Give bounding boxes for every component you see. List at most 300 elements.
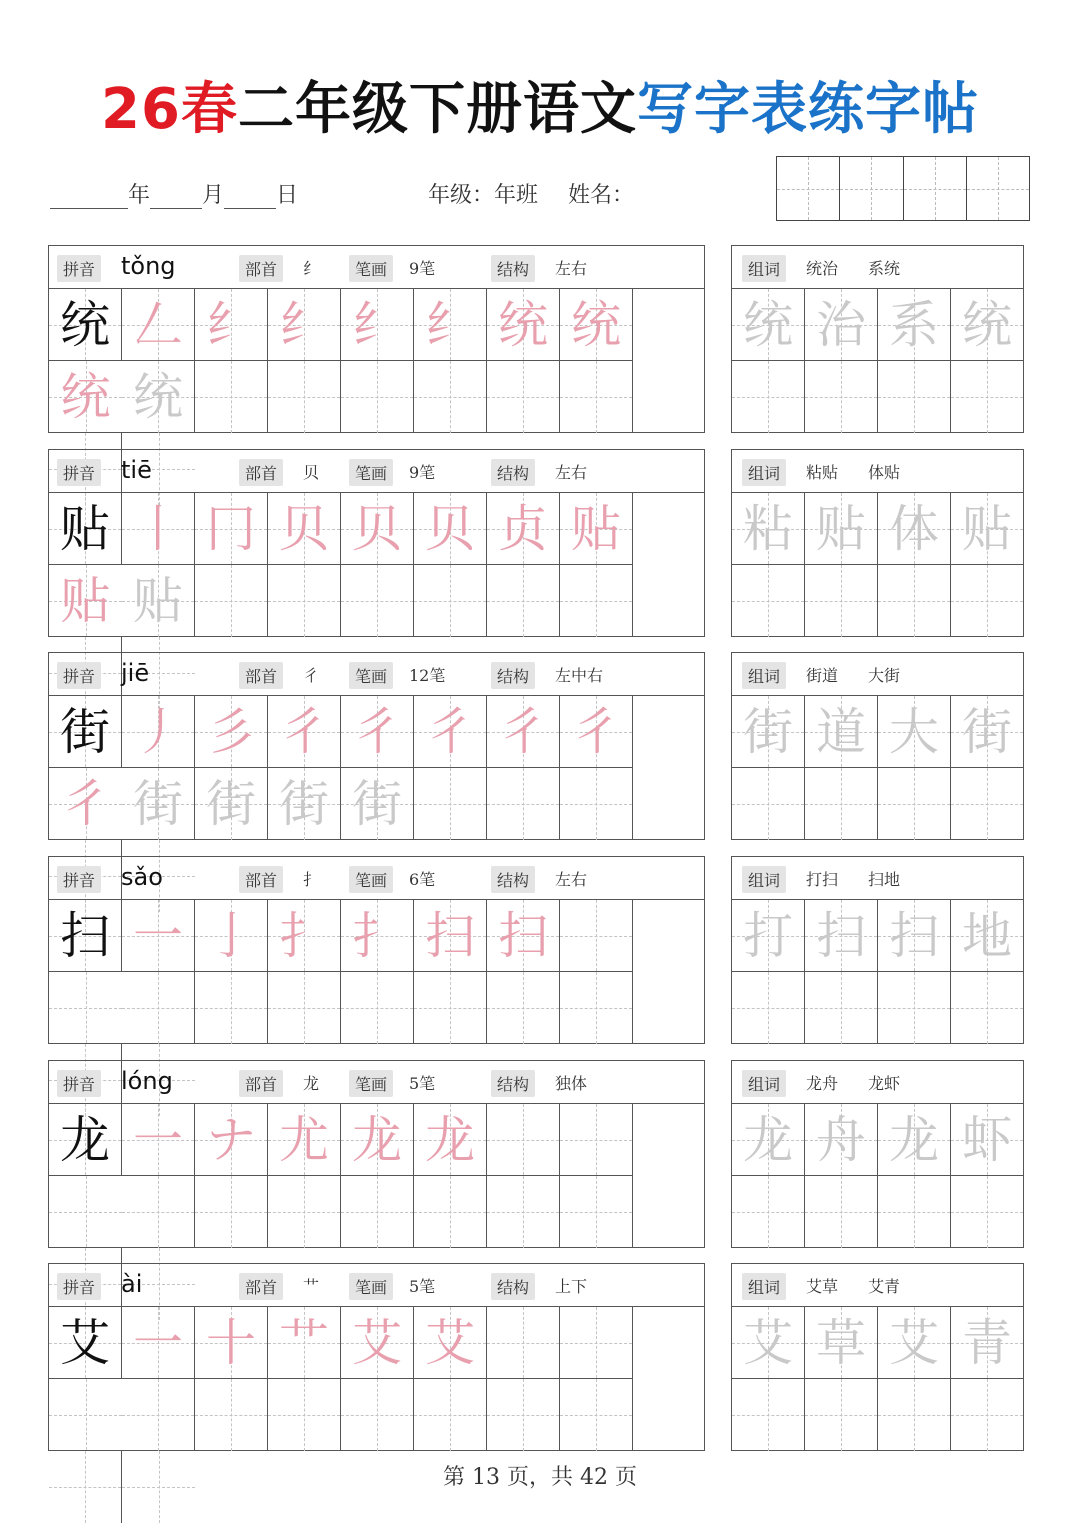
word-writing-cell[interactable]	[951, 1379, 1023, 1451]
writing-cell[interactable]	[49, 1104, 122, 1176]
word-writing-cell[interactable]	[732, 565, 805, 637]
word-writing-cell[interactable]	[732, 361, 805, 433]
writing-cell[interactable]	[487, 565, 560, 637]
words-tag: 组词	[742, 1273, 786, 1300]
pinyin-tag: 拼音	[57, 1273, 101, 1300]
word-1: 粘贴	[806, 463, 839, 482]
word-1: 街道	[806, 666, 839, 685]
trace-character: 街	[133, 775, 183, 833]
structure-tag: 结构	[491, 255, 535, 282]
writing-cell[interactable]	[487, 361, 560, 433]
word-writing-cell[interactable]	[951, 696, 1023, 768]
radical-value: 彳	[303, 666, 320, 685]
writing-cell[interactable]	[341, 768, 414, 840]
writing-cell[interactable]	[341, 493, 414, 565]
pinyin-value: jiē	[121, 659, 150, 687]
writing-cell[interactable]	[268, 1379, 341, 1451]
writing-cell[interactable]	[268, 972, 341, 1044]
word-trace-character: 贴	[962, 499, 1012, 558]
writing-cell[interactable]	[49, 1379, 122, 1451]
writing-cell[interactable]	[268, 565, 341, 637]
writing-cell[interactable]	[49, 900, 122, 972]
stroke-step: 一	[133, 1110, 183, 1169]
stroke-step: 一	[133, 1313, 183, 1372]
writing-cell[interactable]	[414, 289, 487, 361]
stroke-step: 贝	[425, 499, 475, 558]
word-trace-character: 体	[889, 499, 939, 558]
structure-tag: 结构	[491, 662, 535, 689]
word-writing-cell[interactable]	[805, 565, 878, 637]
writing-cell[interactable]	[487, 972, 560, 1044]
month-blank[interactable]	[150, 186, 202, 209]
words-header	[732, 450, 1023, 493]
word-writing-cell[interactable]	[878, 493, 951, 565]
word-practice-block	[731, 245, 1024, 433]
word-trace-character: 街	[962, 702, 1012, 761]
word-writing-cell[interactable]	[805, 493, 878, 565]
char-practice-block	[48, 245, 705, 433]
strokes-value: 5笔	[409, 1277, 436, 1296]
name-cell[interactable]	[904, 157, 967, 220]
writing-cell[interactable]	[560, 1176, 633, 1248]
writing-cell[interactable]	[122, 900, 195, 972]
stroke-step: 彳	[425, 702, 475, 761]
writing-cell[interactable]	[122, 972, 195, 1044]
stroke-step: 贝	[352, 499, 402, 558]
word-practice-block	[731, 449, 1024, 637]
writing-cell[interactable]	[560, 1104, 633, 1176]
stroke-step: 丨	[133, 499, 183, 558]
char-info-header	[49, 450, 704, 493]
stroke-step: 彳	[279, 702, 329, 761]
radical-value: 龙	[303, 1074, 320, 1093]
word-writing-cell[interactable]	[732, 1176, 805, 1248]
model-character: 统	[60, 295, 110, 354]
radical-tag: 部首	[239, 255, 283, 282]
pinyin-tag: 拼音	[57, 255, 101, 282]
words-header	[732, 1061, 1023, 1104]
writing-cell[interactable]	[487, 1307, 560, 1379]
trace-character: 街	[279, 775, 329, 833]
stroke-step: 纟	[425, 295, 475, 354]
radical-value: 扌	[303, 870, 320, 889]
title-part3: 写字表练字帖	[636, 77, 979, 142]
word-trace-character: 系	[889, 295, 939, 354]
writing-cell[interactable]	[49, 972, 122, 1044]
writing-cell[interactable]	[268, 1104, 341, 1176]
writing-cell[interactable]	[560, 1307, 633, 1379]
stroke-step: 彡	[206, 702, 256, 761]
pinyin-value: lóng	[121, 1067, 173, 1095]
word-trace-character: 青	[962, 1313, 1012, 1372]
writing-cell[interactable]	[487, 900, 560, 972]
word-writing-cell[interactable]	[805, 361, 878, 433]
structure-value: 上下	[555, 1277, 588, 1296]
model-character: 街	[60, 702, 110, 761]
writing-cell[interactable]	[560, 696, 633, 768]
writing-cell[interactable]	[341, 1104, 414, 1176]
writing-cell[interactable]	[195, 565, 268, 637]
word-writing-cell[interactable]	[878, 289, 951, 361]
word-grid	[732, 900, 1023, 1044]
stroke-step: 𠃋	[133, 295, 183, 354]
writing-cell[interactable]	[268, 900, 341, 972]
stroke-step: 尤	[279, 1110, 329, 1169]
word-trace-character: 艾	[889, 1313, 939, 1372]
word-writing-cell[interactable]	[732, 1379, 805, 1451]
writing-cell[interactable]	[341, 972, 414, 1044]
structure-tag: 结构	[491, 1070, 535, 1097]
structure-tag: 结构	[491, 1273, 535, 1300]
strokes-tag: 笔画	[349, 866, 393, 893]
stroke-step: 彳	[352, 702, 402, 761]
stroke-step: 纟	[206, 295, 256, 354]
word-grid	[732, 289, 1023, 433]
stroke-step: 冂	[206, 499, 256, 558]
word-2: 龙虾	[868, 1074, 901, 1093]
word-writing-cell[interactable]	[951, 493, 1023, 565]
pinyin-tag: 拼音	[57, 459, 101, 486]
writing-cell[interactable]	[195, 972, 268, 1044]
writing-cell[interactable]	[122, 493, 195, 565]
word-trace-character: 道	[816, 702, 866, 761]
writing-cell[interactable]	[487, 696, 560, 768]
writing-cell[interactable]	[560, 900, 633, 972]
radical-value: 艹	[303, 1277, 320, 1296]
char-practice-block	[48, 652, 705, 840]
word-trace-character: 大	[889, 702, 939, 761]
model-character: 龙	[60, 1110, 110, 1169]
word-writing-cell[interactable]	[951, 1104, 1023, 1176]
word-practice-block	[731, 1060, 1024, 1248]
writing-cell[interactable]	[560, 768, 633, 840]
word-writing-cell[interactable]	[951, 361, 1023, 433]
writing-cell[interactable]	[414, 361, 487, 433]
trace-character: 街	[352, 775, 402, 833]
name-cell[interactable]	[967, 157, 1029, 220]
word-writing-cell[interactable]	[951, 565, 1023, 637]
word-writing-cell[interactable]	[951, 1176, 1023, 1248]
word-1: 龙舟	[806, 1074, 839, 1093]
stroke-step: 彳	[498, 702, 548, 761]
word-writing-cell[interactable]	[732, 289, 805, 361]
writing-cell[interactable]	[341, 289, 414, 361]
writing-cell[interactable]	[49, 361, 122, 433]
stroke-step: 扫	[498, 906, 548, 965]
writing-cell[interactable]	[268, 1176, 341, 1248]
writing-cell[interactable]	[341, 900, 414, 972]
stroke-step: 丿	[133, 702, 183, 761]
word-grid	[732, 1307, 1023, 1451]
word-writing-cell[interactable]	[878, 900, 951, 972]
writing-cell[interactable]	[414, 493, 487, 565]
writing-cell[interactable]	[122, 1104, 195, 1176]
word-writing-cell[interactable]	[732, 900, 805, 972]
pinyin-value: tiē	[121, 456, 152, 484]
writing-cell[interactable]	[487, 1379, 560, 1451]
writing-cell[interactable]	[341, 1176, 414, 1248]
model-character: 艾	[60, 1313, 110, 1372]
writing-cell[interactable]	[487, 768, 560, 840]
word-writing-cell[interactable]	[878, 1379, 951, 1451]
word-writing-cell[interactable]	[805, 768, 878, 840]
writing-cell[interactable]	[122, 361, 195, 433]
year-blank[interactable]	[50, 186, 128, 209]
pinyin-tag: 拼音	[57, 1070, 101, 1097]
stroke-step: 贴	[60, 571, 111, 630]
words-tag: 组词	[742, 1070, 786, 1097]
stroke-step: 贝	[279, 499, 329, 558]
writing-cell[interactable]	[560, 289, 633, 361]
page-title	[0, 70, 1080, 150]
strokes-value: 9笔	[409, 259, 436, 278]
grade-year-label: 年	[494, 183, 517, 208]
word-writing-cell[interactable]	[878, 1104, 951, 1176]
word-writing-cell[interactable]	[732, 696, 805, 768]
writing-cell[interactable]	[49, 768, 122, 840]
writing-cell[interactable]	[341, 1307, 414, 1379]
writing-cell[interactable]	[560, 972, 633, 1044]
writing-cell[interactable]	[560, 493, 633, 565]
word-grid	[732, 1104, 1023, 1248]
writing-cell[interactable]	[49, 493, 122, 565]
writing-cell[interactable]	[414, 1104, 487, 1176]
model-character: 贴	[60, 499, 110, 558]
writing-cell[interactable]	[414, 565, 487, 637]
writing-cell[interactable]	[195, 1176, 268, 1248]
word-1: 打扫	[806, 870, 839, 889]
writing-cell[interactable]	[122, 1307, 195, 1379]
writing-cell[interactable]	[268, 493, 341, 565]
writing-cell[interactable]	[414, 696, 487, 768]
stroke-step: ナ	[206, 1110, 256, 1169]
word-writing-cell[interactable]	[951, 289, 1023, 361]
word-writing-cell[interactable]	[878, 1176, 951, 1248]
word-writing-cell[interactable]	[878, 768, 951, 840]
word-writing-cell[interactable]	[805, 900, 878, 972]
word-writing-cell[interactable]	[951, 900, 1023, 972]
writing-cell[interactable]	[487, 1104, 560, 1176]
writing-cell[interactable]	[414, 972, 487, 1044]
char-practice-block	[48, 1263, 705, 1451]
writing-cell[interactable]	[268, 289, 341, 361]
word-writing-cell[interactable]	[732, 1307, 805, 1379]
radical-tag: 部首	[239, 1070, 283, 1097]
word-writing-cell[interactable]	[878, 565, 951, 637]
word-writing-cell[interactable]	[732, 768, 805, 840]
writing-cell[interactable]	[560, 361, 633, 433]
pinyin-value: sǎo	[121, 863, 163, 891]
stroke-step: 龙	[425, 1110, 475, 1169]
structure-tag: 结构	[491, 459, 535, 486]
writing-cell[interactable]	[195, 1307, 268, 1379]
writing-cell[interactable]	[49, 1176, 122, 1248]
word-grid	[732, 696, 1023, 840]
structure-tag: 结构	[491, 866, 535, 893]
stroke-step: 纟	[279, 295, 329, 354]
char-info-header	[49, 1264, 704, 1307]
strokes-tag: 笔画	[349, 1070, 393, 1097]
word-trace-character: 贴	[816, 499, 866, 558]
word-trace-character: 艾	[743, 1313, 793, 1372]
writing-cell[interactable]	[487, 1176, 560, 1248]
writing-cell[interactable]	[195, 289, 268, 361]
strokes-value: 6笔	[409, 870, 436, 889]
writing-cell[interactable]	[122, 289, 195, 361]
writing-cell[interactable]	[122, 1176, 195, 1248]
writing-cell[interactable]	[560, 565, 633, 637]
word-trace-character: 治	[816, 295, 866, 354]
writing-cell[interactable]	[49, 565, 122, 637]
writing-cell[interactable]	[487, 493, 560, 565]
writing-cell[interactable]	[49, 1307, 122, 1379]
trace-character: 街	[206, 775, 256, 833]
info-line	[428, 178, 634, 209]
char-practice-block	[48, 856, 705, 1044]
day-blank[interactable]	[224, 186, 276, 209]
stroke-step: 艾	[352, 1313, 402, 1372]
date-line	[50, 178, 298, 209]
strokes-value: 9笔	[409, 463, 436, 482]
word-trace-character: 龙	[889, 1110, 939, 1169]
writing-cell[interactable]	[414, 900, 487, 972]
word-writing-cell[interactable]	[732, 1104, 805, 1176]
word-2: 体贴	[868, 463, 901, 482]
writing-cell[interactable]	[195, 900, 268, 972]
writing-cell[interactable]	[341, 1379, 414, 1451]
words-header	[732, 653, 1023, 696]
words-header	[732, 857, 1023, 900]
structure-value: 左右	[555, 259, 588, 278]
word-trace-character: 统	[962, 295, 1012, 354]
strokes-value: 5笔	[409, 1074, 436, 1093]
pinyin-value: tǒng	[121, 252, 176, 280]
stroke-step: 统	[571, 295, 621, 354]
char-info-header	[49, 857, 704, 900]
word-grid	[732, 493, 1023, 637]
structure-value: 左中右	[555, 666, 604, 685]
strokes-tag: 笔画	[349, 662, 393, 689]
stroke-step: 亅	[206, 906, 256, 965]
writing-cell[interactable]	[195, 768, 268, 840]
page-footer: 第 13 页，共 42 页	[443, 1465, 637, 1490]
word-trace-character: 扫	[816, 906, 866, 965]
writing-cell[interactable]	[49, 696, 122, 768]
name-label: 姓名：	[568, 183, 635, 208]
stroke-step: 彳	[60, 774, 111, 833]
writing-cell[interactable]	[195, 1379, 268, 1451]
word-writing-cell[interactable]	[878, 361, 951, 433]
stroke-step: 纟	[352, 295, 402, 354]
word-writing-cell[interactable]	[805, 1176, 878, 1248]
char-info-header	[49, 246, 704, 289]
name-box[interactable]	[776, 156, 1030, 221]
words-header	[732, 1264, 1023, 1307]
word-trace-character: 龙	[743, 1110, 793, 1169]
writing-cell[interactable]	[268, 696, 341, 768]
writing-cell[interactable]	[341, 565, 414, 637]
word-trace-character: 地	[962, 906, 1012, 965]
word-1: 艾草	[806, 1277, 839, 1296]
word-writing-cell[interactable]	[805, 1307, 878, 1379]
name-cell[interactable]	[840, 157, 903, 220]
writing-cell[interactable]	[414, 768, 487, 840]
radical-value: 贝	[303, 463, 320, 482]
word-writing-cell[interactable]	[878, 972, 951, 1044]
writing-cell[interactable]	[341, 696, 414, 768]
char-practice-block	[48, 449, 705, 637]
word-2: 大街	[868, 666, 901, 685]
word-writing-cell[interactable]	[732, 972, 805, 1044]
word-writing-cell[interactable]	[805, 1104, 878, 1176]
word-writing-cell[interactable]	[951, 972, 1023, 1044]
word-trace-character: 舟	[816, 1110, 866, 1169]
writing-cell[interactable]	[195, 361, 268, 433]
writing-cell[interactable]	[341, 361, 414, 433]
writing-cell[interactable]	[487, 289, 560, 361]
radical-value: 纟	[303, 259, 320, 278]
word-writing-cell[interactable]	[805, 972, 878, 1044]
char-info-header	[49, 1061, 704, 1104]
name-cell[interactable]	[777, 157, 840, 220]
radical-tag: 部首	[239, 1273, 283, 1300]
writing-cell[interactable]	[268, 361, 341, 433]
writing-cell[interactable]	[414, 1307, 487, 1379]
word-writing-cell[interactable]	[878, 1307, 951, 1379]
char-info-header	[49, 653, 704, 696]
words-tag: 组词	[742, 255, 786, 282]
title-part2: 二年级下册语文	[237, 77, 637, 142]
writing-cell[interactable]	[268, 1307, 341, 1379]
pinyin-tag: 拼音	[57, 866, 101, 893]
stroke-step: 贞	[498, 499, 548, 558]
words-tag: 组词	[742, 866, 786, 893]
word-writing-cell[interactable]	[878, 696, 951, 768]
word-trace-character: 打	[743, 906, 793, 965]
pinyin-value: ài	[121, 1270, 143, 1298]
writing-cell[interactable]	[268, 768, 341, 840]
words-tag: 组词	[742, 459, 786, 486]
stroke-step: 扌	[352, 906, 402, 965]
writing-cell[interactable]	[414, 1176, 487, 1248]
strokes-value: 12笔	[409, 666, 446, 685]
writing-cell[interactable]	[195, 696, 268, 768]
word-writing-cell[interactable]	[805, 696, 878, 768]
radical-tag: 部首	[239, 662, 283, 689]
writing-cell[interactable]	[122, 696, 195, 768]
writing-cell[interactable]	[560, 1379, 633, 1451]
word-writing-cell[interactable]	[951, 1307, 1023, 1379]
writing-cell[interactable]	[195, 493, 268, 565]
writing-cell[interactable]	[122, 1379, 195, 1451]
day-label: 日	[276, 183, 299, 208]
writing-cell[interactable]	[195, 1104, 268, 1176]
writing-cell[interactable]	[122, 565, 195, 637]
word-writing-cell[interactable]	[951, 768, 1023, 840]
writing-cell[interactable]	[414, 1379, 487, 1451]
stroke-step: 一	[133, 906, 183, 965]
word-writing-cell[interactable]	[732, 493, 805, 565]
word-practice-block	[731, 1263, 1024, 1451]
words-header	[732, 246, 1023, 289]
writing-cell[interactable]	[122, 768, 195, 840]
writing-cell[interactable]	[49, 289, 122, 361]
radical-tag: 部首	[239, 459, 283, 486]
word-writing-cell[interactable]	[805, 289, 878, 361]
word-writing-cell[interactable]	[805, 1379, 878, 1451]
strokes-tag: 笔画	[349, 459, 393, 486]
strokes-tag: 笔画	[349, 255, 393, 282]
